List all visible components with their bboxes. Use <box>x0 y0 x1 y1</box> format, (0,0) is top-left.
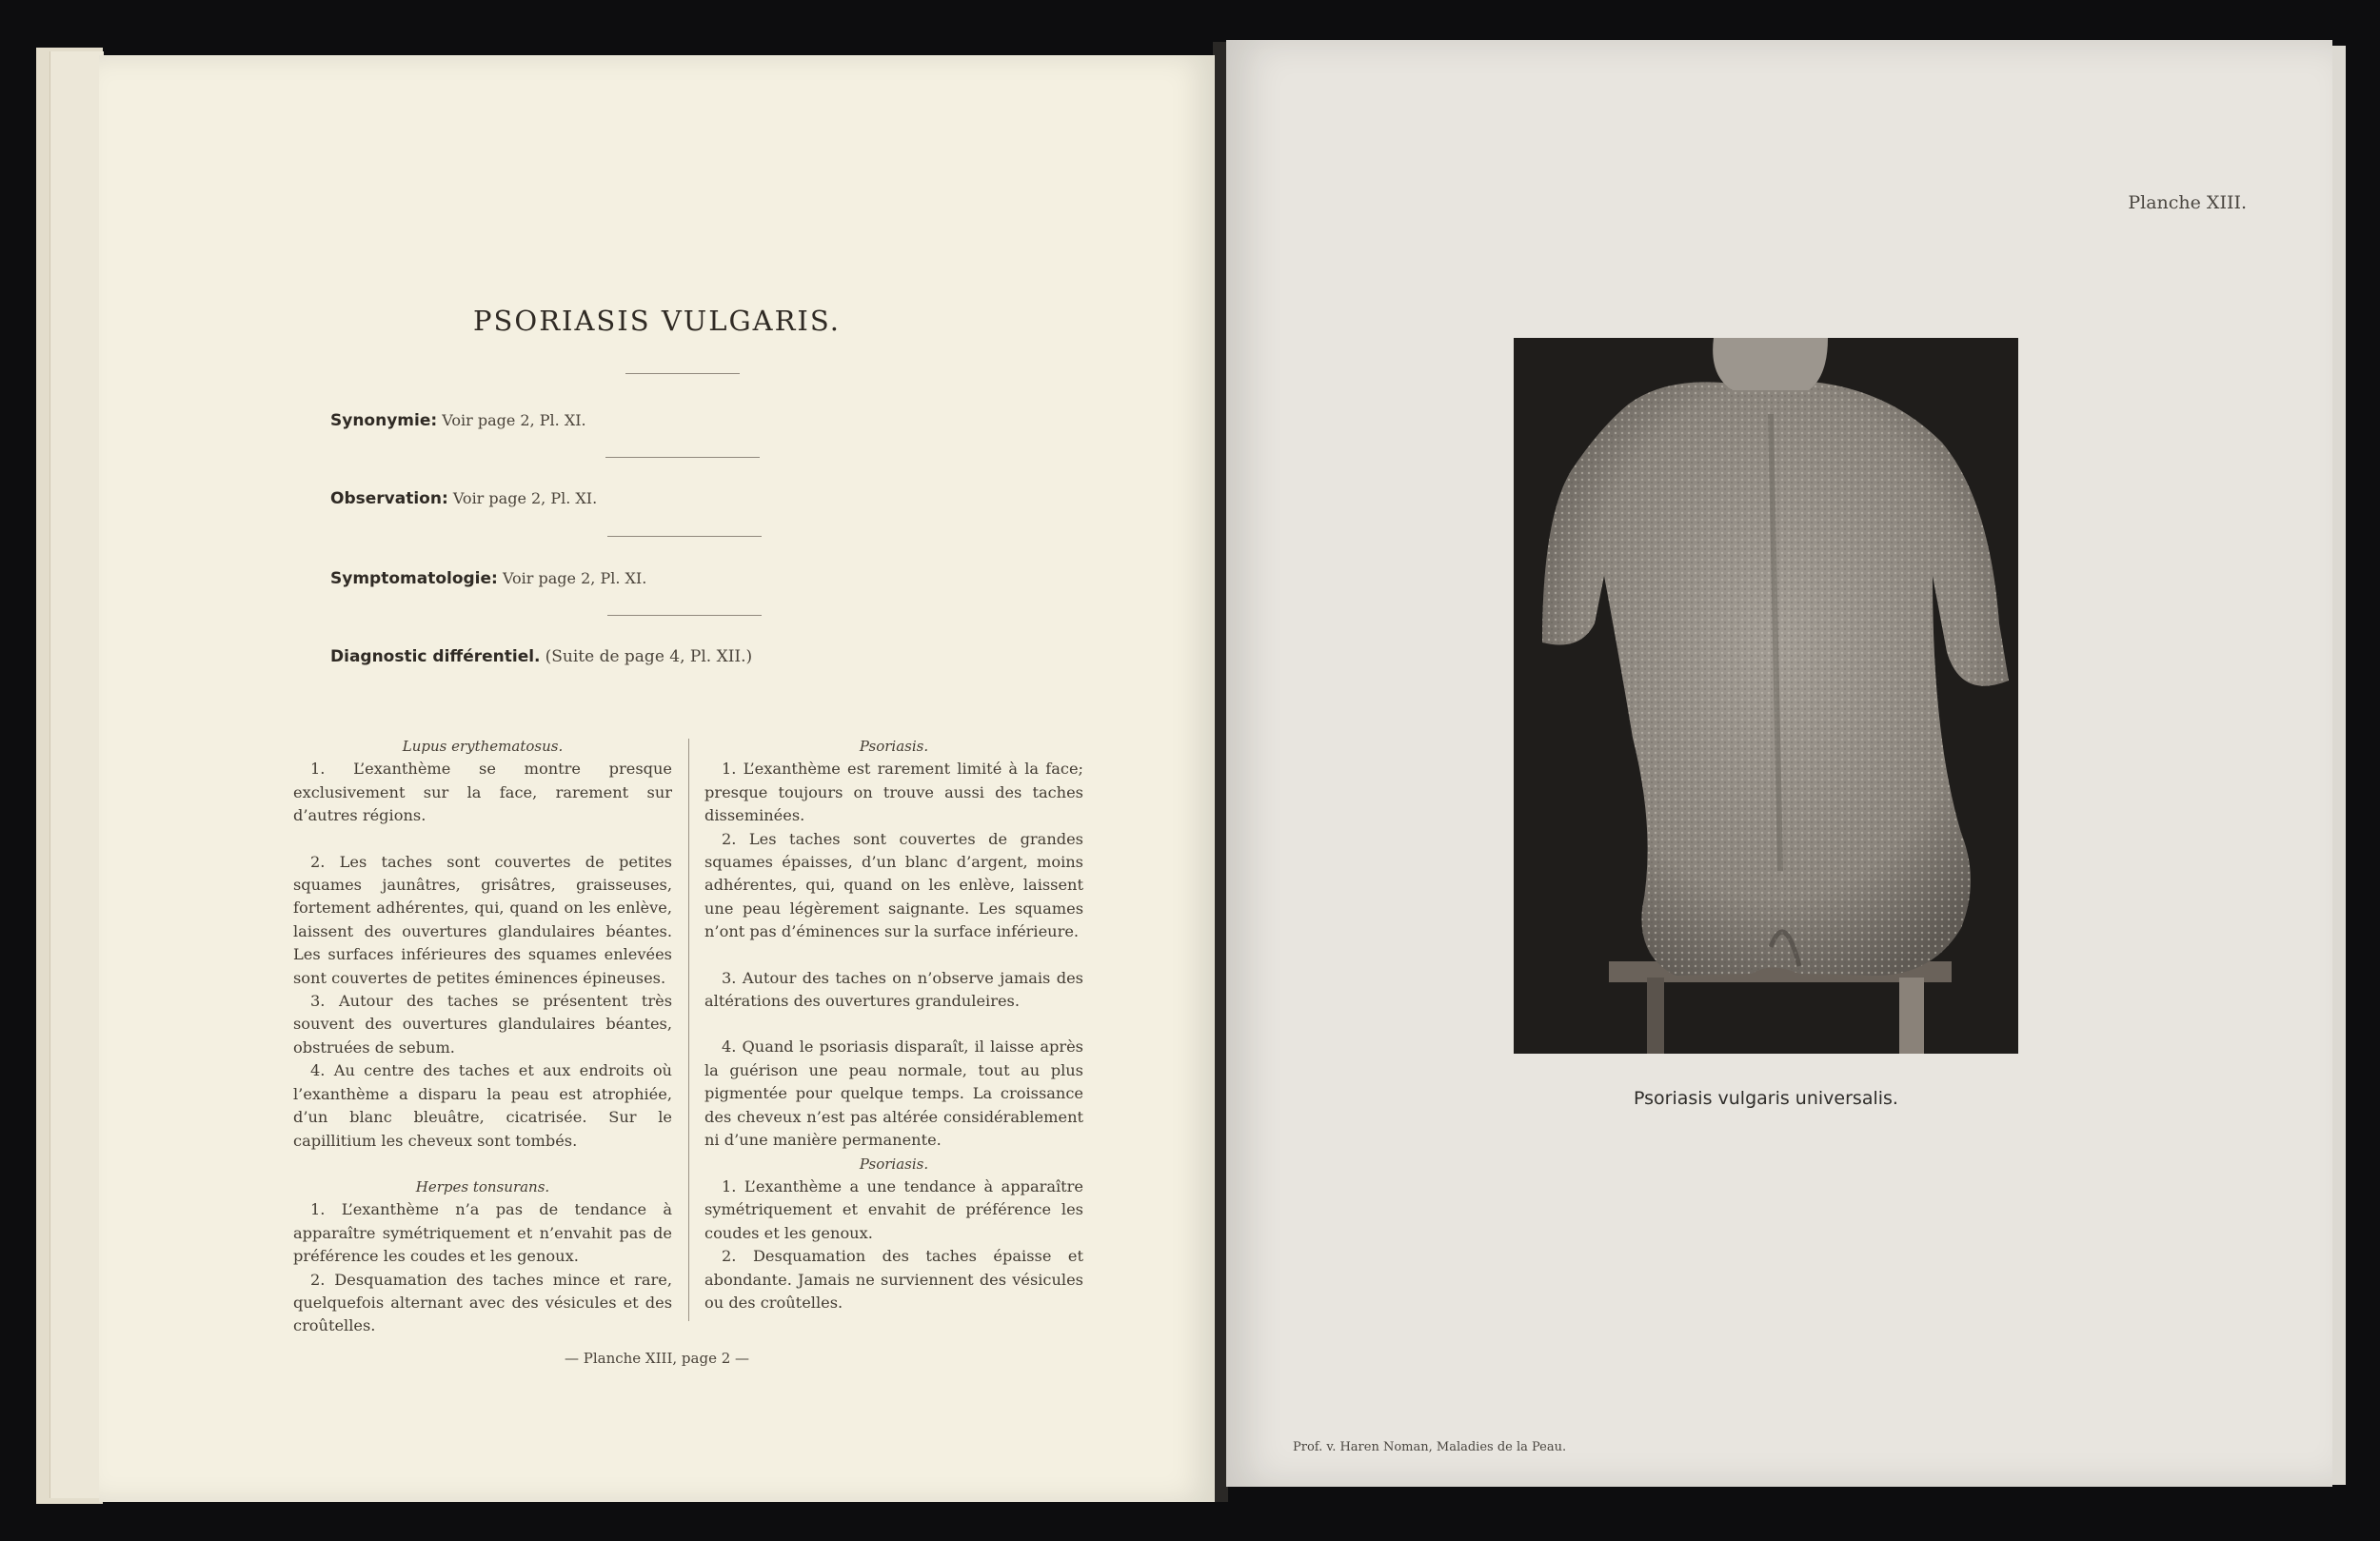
paragraph: 2. Les taches sont couvertes de grandes squames épaisses, d’un blanc d’argent, moins adhérentes, qui, quand on les enlève, laissent une peau légèrement saignante. Les squames n’ont pas d’éminences sur la surface inférieure. <box>704 829 1083 941</box>
section-label: Synonymie: <box>330 411 438 430</box>
column-divider <box>688 739 689 1321</box>
plate-caption: Psoriasis vulgaris universalis. <box>1634 1088 1898 1109</box>
column-heading: Psoriasis. <box>859 1155 929 1173</box>
section-text: Voir page 2, Pl. XI. <box>502 569 647 587</box>
section-label: Symptomatologie: <box>330 569 498 588</box>
paragraph: 4. Au centre des taches et aux endroits où l’exanthème a disparu la peau est atrophiée, d’un blanc bleuâtre, cicatrisée. Sur le capillitium les cheveux sont tombés. <box>293 1061 672 1150</box>
left-page <box>99 55 1215 1502</box>
section-text: Voir page 2, Pl. XI. <box>442 411 586 429</box>
page-stack-edge <box>50 51 104 1498</box>
synonymie-line <box>330 411 586 430</box>
paragraph: 2. Desquamation des taches mince et rare, quelquefois alternant avec des vésicules et des croûtelles. <box>293 1270 672 1335</box>
paragraph: 1. L’exanthème se montre presque exclusivement sur la face, rarement sur d’autres régions. <box>293 760 672 825</box>
divider-rule <box>605 457 760 458</box>
section-label: Observation: <box>330 489 448 508</box>
paragraph: 2. Les taches sont couvertes de petites squames jaunâtres, grisâtres, graisseuses, fortement adhérentes, qui, quand on les enlève, laissent des ouvertures glandulaires béantes. Les surfaces inférieures des squames enlevées sont couvertes de petites éminences épineuses. <box>293 852 672 987</box>
photograph-back-icon <box>1514 338 2018 1054</box>
paragraph: 2. Desquamation des taches épaisse et abondante. Jamais ne surviennent des vésicules ou des croûtelles. <box>704 1247 1083 1312</box>
paragraph: 1. L’exanthème a une tendance à apparaître symétriquement et envahit de préférence les coudes et les genoux. <box>704 1176 1083 1242</box>
section-label: Diagnostic différentiel. <box>330 647 541 666</box>
section-text: Voir page 2, Pl. XI. <box>452 489 598 507</box>
plate-label: Planche XIII. <box>2128 192 2247 213</box>
paragraph: 3. Autour des taches se présentent très souvent des ouvertures glandulaires béantes, obstruées de sebum. <box>293 992 672 1057</box>
diagnostic-line <box>330 647 752 666</box>
page-title: PSORIASIS VULGARIS. <box>473 305 841 337</box>
credit-line: Prof. v. Haren Noman, Maladies de la Peau. <box>1293 1440 1567 1454</box>
divider-rule <box>625 373 740 374</box>
divider-rule <box>607 536 762 537</box>
column-heading: Psoriasis. <box>859 738 929 755</box>
column-heading: Lupus erythematosus. <box>402 738 564 755</box>
psoriasis-column <box>704 735 1083 1314</box>
symptomatologie-line <box>330 569 646 588</box>
paragraph: 1. L’exanthème n’a pas de tendance à apparaître symétriquement et n’envahit pas de préférence les coudes et les genoux. <box>293 1200 672 1266</box>
column-heading: Herpes tonsurans. <box>415 1177 550 1195</box>
paragraph: 3. Autour des taches on n’observe jamais des altérations des ouvertures granduleires. <box>704 968 1083 1011</box>
observation-line <box>330 489 597 508</box>
lupus-column <box>293 735 672 1338</box>
divider-rule <box>607 615 762 616</box>
paragraph: 4. Quand le psoriasis disparaît, il laisse après la guérison une peau normale, tout au plus pigmentée pour quelque temps. La croissance des cheveux n’est pas altérée considérablement ni d’une manière permanente. <box>704 1037 1083 1150</box>
paragraph: 1. L’exanthème est rarement limité à la face; presque toujours on trouve aussi des taches disseminées. <box>704 760 1083 825</box>
section-text: (Suite de page 4, Pl. XII.) <box>545 647 753 666</box>
page-footer: — Planche XIII, page 2 — <box>564 1350 750 1367</box>
